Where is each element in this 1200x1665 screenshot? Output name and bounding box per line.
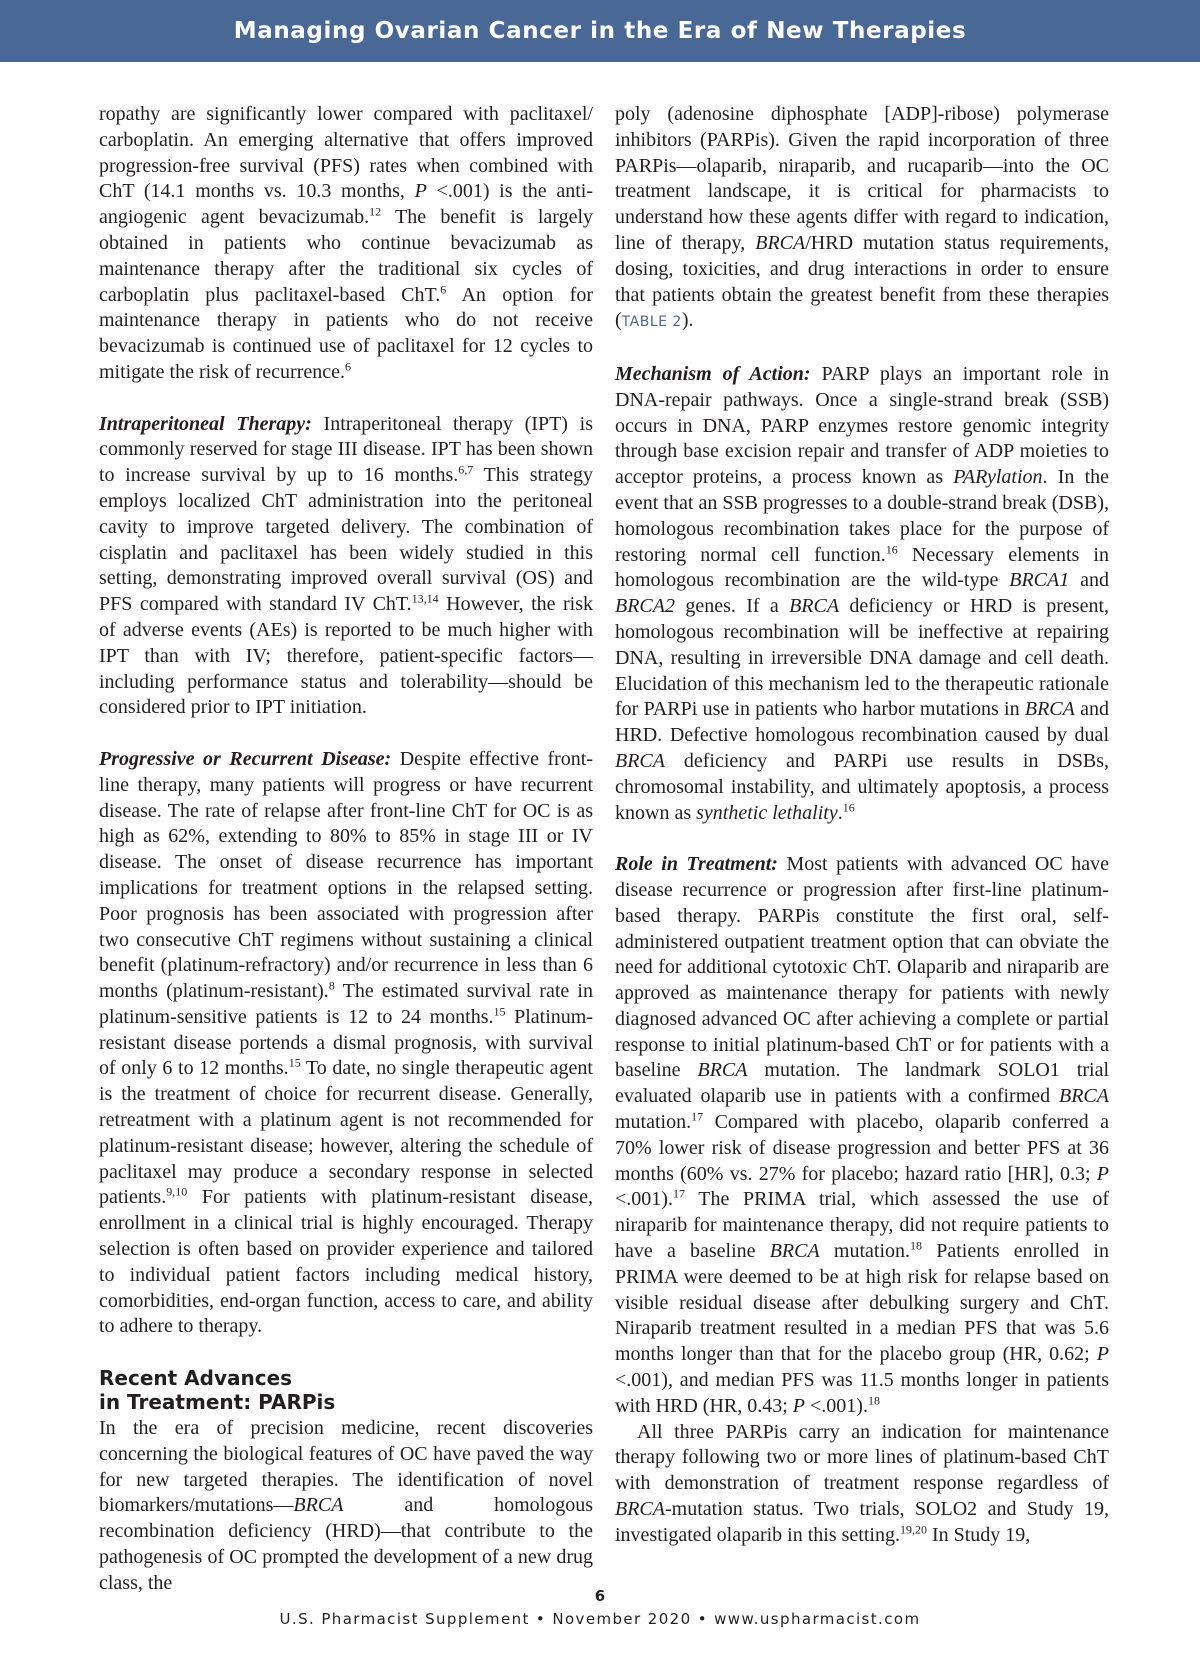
citation: 15 bbox=[288, 1055, 301, 1070]
paragraph-precision-medicine: In the era of precision medicine, recent discoveries concerning the biological features of OC have paved the way for new targeted therapies. The identification of novel biomarkers/mutations—BRCA and homologous recombination deficiency (HRD)—that contribute to the pathogenesis of OC prompted the development of a new drug class, the bbox=[99, 1417, 593, 1594]
table-reference-link[interactable]: TABLE 2 bbox=[621, 314, 682, 331]
citation: 8 bbox=[328, 978, 335, 993]
citation: 6 bbox=[440, 281, 447, 296]
citation: 16 bbox=[885, 541, 898, 556]
paragraph-mechanism-of-action: Mechanism of Action: PARP plays an important role in DNA-repair pathways. Once a single-strand break (SSB) occurs in DNA, PARP enzymes restore genomic integrity through base excision repair and transfer of ADP moieties to acceptor proteins, a process known as PARylation. In the event that an SSB progresses to a double-strand break (DSB), homologous recombination takes place for the purpose of restoring normal cell function.$^{16}$ Necessary elements in homologous recombination are the wild-type BRCA1 and BRCA2 genes. If a BRCA deficiency or HRD is present, homologous recombination will be ineffective at repairing DNA, resulting in irreversible DNA damage and cell death. Elucidation of this mechanism led to the therapeutic rationale for PARPi use in patients who harbor mutations in BRCA and HRD. Defective homologous recombination caused by dual BRCA deficiency and PARPi use results in DSBs, chromosomal instability, and ultimately apoptosis, a process known as synthetic lethality.$^{16}$ bbox=[615, 362, 1110, 824]
paragraph-recurrent-disease: Progressive or Recurrent Disease: Despite effective front-line therapy, many patients will progress or have recurrent disease. The rate of relapse after front-line ChT for OC is as high as 62%, extending to 80% to 85% in stage III or IV disease. The onset of disease recurrence has important implications for treatment options in the relapsed setting. Poor prognosis has been associated with progression after two consecutive ChT regimens without sustaining a clinical benefit (platinum-refractory) and/or recurrence in less than 6 months (platinum-resistant).$^8$ The estimated survival rate in platinum-sensitive patients is 12 to 24 months.$^{15}$ Platinum-resistant disease portends a dismal prognosis, with survival of only 6 to 12 months.$^{15}$ To date, no single therapeutic agent is the treatment of choice for recurrent disease. Generally, retreatment with a platinum agent is not recommended for platinum-resistant disease; however, altering the schedule of paclitaxel may produce a secondary response in selected patients.$^{9,10}$ For patients with platinum-resistant disease, enrollment in a clinical trial is highly encouraged. Therapy selection is often based on provider experience and tailored to individual patient factors including medical history, comorbidities, end-organ function, access to care, and ability to adhere to therapy. bbox=[99, 747, 593, 1338]
paragraph-maintenance-indication: All three PARPis carry an indication for maintenance therapy following two or more lines of platinum-based ChT with demonstration of treatment response regardless of BRCA-mutation status. Two trials, SOLO2 and Study 19, investigated olaparib in this setting.$^{19,20}$ In Study 19, bbox=[615, 1420, 1109, 1546]
citation: 13,14 bbox=[411, 591, 439, 606]
paragraph-bevacizumab: ropathy are significantly lower compared with paclitaxel/ carboplatin. An emerging alternative that offers improved progression-free survival (PFS) rates when combined with ChT (14.1 months vs. 10.3 months, P <.001) is the anti-angiogenic agent bevacizumab.$^{12}$ The benefit is largely obtained in patients who continue bevacizumab as maintenance therapy after the traditional six cycles of carboplatin plus paclitaxel-based ChT.$^6$ An option for maintenance therapy in patients who do not receive bevacizumab is continued use of paclitaxel for 12 cycles to mitigate the risk of recurrence.$^6$ bbox=[99, 103, 594, 383]
citation: 12 bbox=[369, 204, 382, 219]
citation: 19,20 bbox=[899, 1522, 927, 1537]
run-in-heading: Role in Treatment: bbox=[615, 853, 778, 876]
paragraph-intraperitoneal-therapy: Intraperitoneal Therapy: Intraperitoneal therapy (IPT) is commonly reserved for stage III disease. IPT has been shown to increase survival by up to 16 months.$^{6,7}$ This strategy employs localized ChT administration into the peritoneal cavity to improve targeted delivery. The combination of cisplatin and paclitaxel has been widely studied in this setting, demonstrating improved overall survival (OS) and PFS compared with standard IV ChT.$^{13,14}$ However, the risk of adverse events (AEs) is reported to be much higher with IPT than with IV; therefore, patient-specific factors—including performance status and tolerability—should be considered prior to IPT initiation. bbox=[99, 412, 594, 719]
footer-publication-line: U.S. Pharmacist Supplement • November 2020 • www.uspharmacist.com bbox=[279, 1610, 921, 1628]
citation: 9,10 bbox=[166, 1184, 188, 1199]
section-heading: Recent Advances in Treatment: PARPis bbox=[99, 1366, 336, 1415]
running-header-banner bbox=[0, 0, 1200, 62]
paragraph-parpi-intro: poly (adenosine diphosphate [ADP]-ribose) polymerase inhibitors (PARPis). Given the rapid incorporation of three PARPis—olaparib, niraparib, and rucaparib—into the OC treatment landscape, it is critical for pharmacists to understand how these agents differ with regard to indication, line of therapy, BRCA/HRD mutation status requirements, dosing, toxicities, and drug interactions in order to ensure that patients obtain the greatest benefit from these therapies (TABLE 2). bbox=[615, 103, 1109, 332]
citation: 18 bbox=[867, 1393, 880, 1408]
citation: 17 bbox=[672, 1186, 685, 1201]
citation: 16 bbox=[842, 799, 855, 814]
citation: 18 bbox=[910, 1238, 923, 1253]
right-column bbox=[615, 102, 1109, 1549]
run-in-heading: Progressive or Recurrent Disease: bbox=[99, 747, 392, 770]
run-in-heading: Mechanism of Action: bbox=[615, 362, 811, 385]
left-column bbox=[99, 102, 593, 1597]
citation: 17 bbox=[691, 1109, 704, 1124]
run-in-heading: Intraperitoneal Therapy: bbox=[99, 412, 312, 435]
page-number: 6 bbox=[594, 1587, 606, 1605]
paragraph-role-in-treatment: Role in Treatment: Most patients with advanced OC have disease recurrence or progression after first-line platinum-based therapy. PARPis constitute the first oral, self-administered outpatient treatment option that can obviate the need for additional cytotoxic ChT. Olaparib and niraparib are approved as maintenance therapy for patients with newly diagnosed advanced OC after achieving a complete or partial response to initial platinum-based ChT or for patients with a baseline BRCA mutation. The landmark SOLO1 trial evaluated olaparib use in patients with a confirmed BRCA mutation.$^{17}$ Compared with placebo, olaparib conferred a 70% lower risk of disease progression and better PFS at 36 months (60% vs. 27% for placebo; hazard ratio [HR], 0.3; P <.001).$^{17}$ The PRIMA trial, which assessed the use of niraparib for maintenance therapy, did not require patients to have a baseline BRCA mutation.$^{18}$ Patients enrolled in PRIMA were deemed to be at high risk for relapse based on visible residual disease after debulking surgery and ChT. Niraparib treatment resulted in a median PFS that was 5.6 months longer than that for the placebo group (HR, 0.62; P <.001), and median PFS was 11.5 months longer in patients with HRD (HR, 0.43; P <.001).$^{18}$ bbox=[615, 853, 1110, 1417]
running-header-title: Managing Ovarian Cancer in the Era of New Therapies bbox=[233, 18, 967, 44]
citation: 6 bbox=[345, 359, 351, 374]
citation: 15 bbox=[493, 1004, 506, 1019]
citation: 6,7 bbox=[458, 462, 474, 477]
